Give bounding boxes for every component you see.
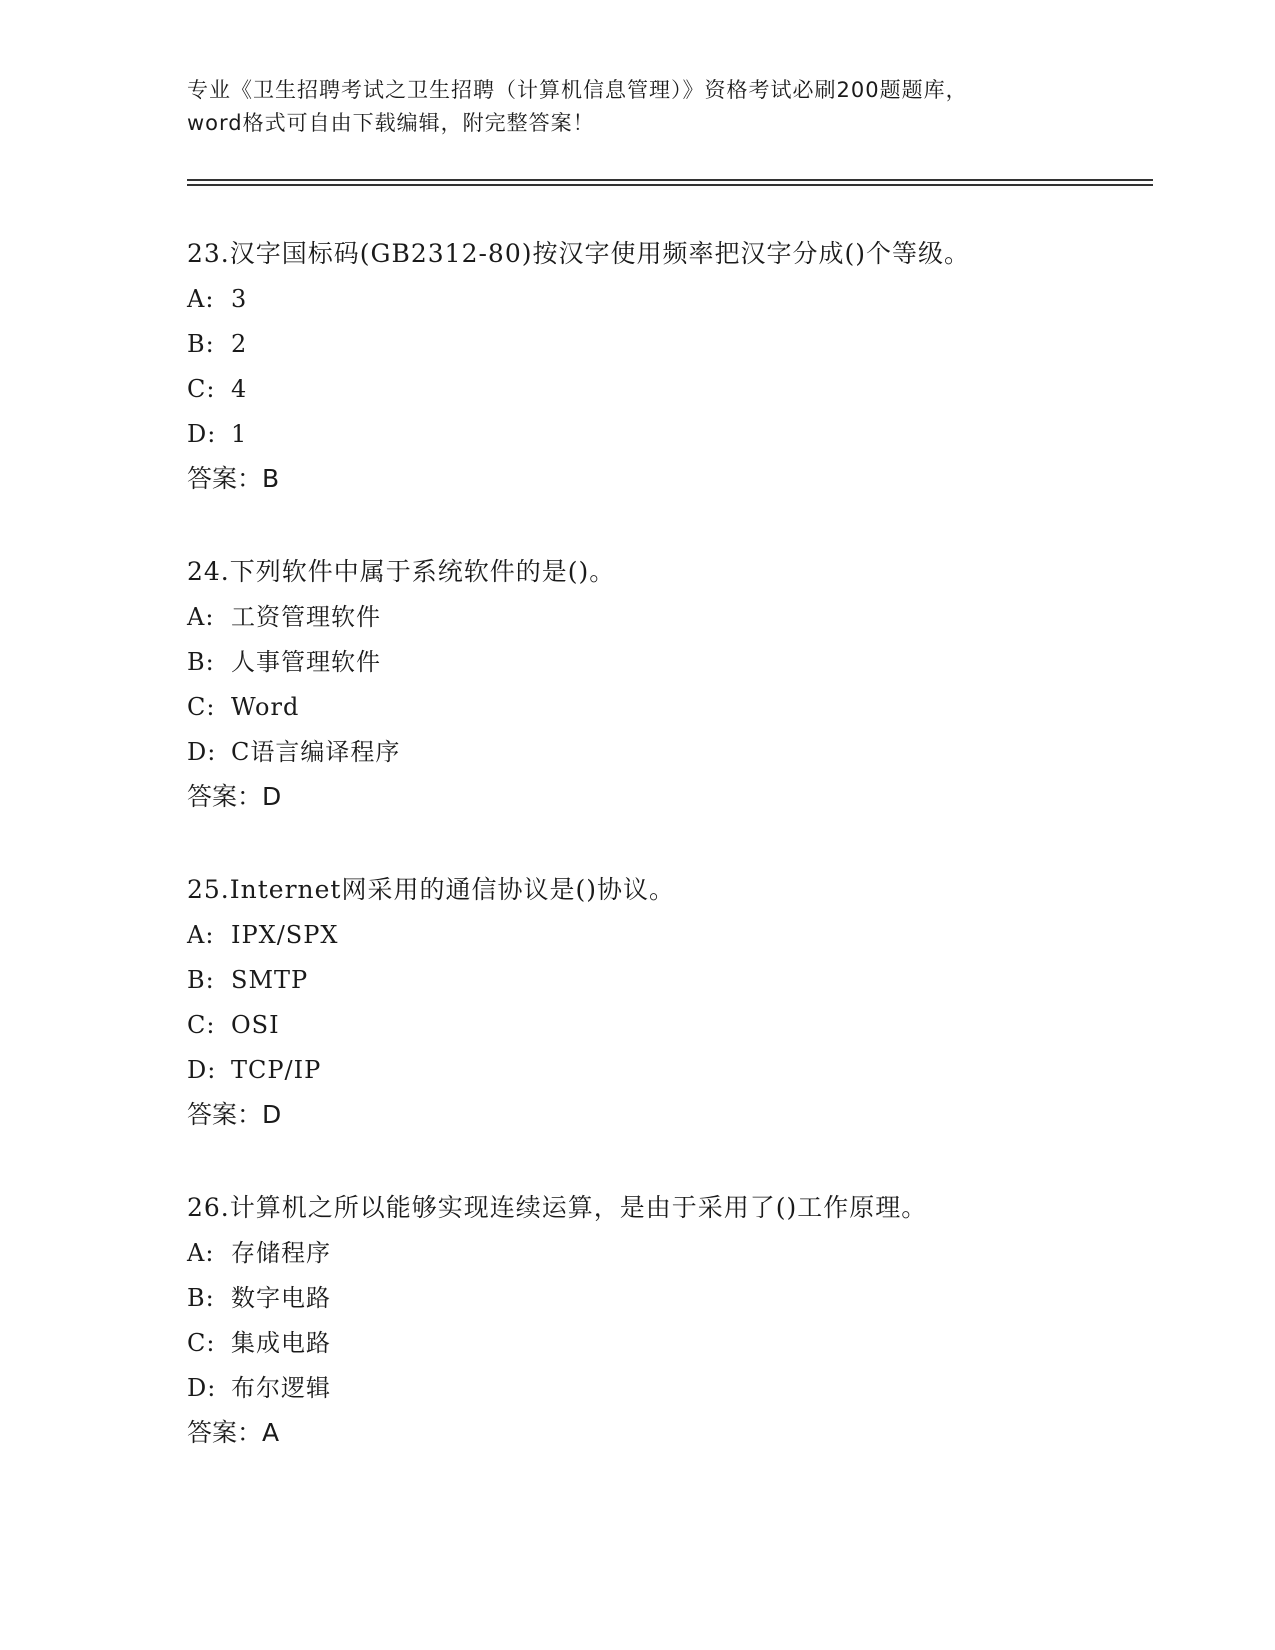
question-text: 24.下列软件中属于系统软件的是()。 <box>187 557 616 586</box>
option-text: 2 <box>231 330 248 358</box>
option-b <box>187 329 1187 359</box>
option-letter: B: <box>187 330 215 358</box>
header-line-2: word格式可自由下载编辑，附完整答案！ <box>187 111 595 135</box>
option-text: 4 <box>231 375 248 403</box>
option-d <box>187 1373 1187 1403</box>
answer-text: 答案：A <box>187 1418 280 1447</box>
option-letter: B: <box>187 648 215 676</box>
option-letter: B: <box>187 966 215 994</box>
option-c <box>187 1010 1187 1040</box>
option-letter: D: <box>187 1056 217 1084</box>
option-b <box>187 965 1187 995</box>
option-letter: B: <box>187 1284 215 1312</box>
option-text: 3 <box>231 285 248 313</box>
option-text: Word <box>231 693 300 721</box>
option-text: 人事管理软件 <box>231 648 381 676</box>
option-letter: D: <box>187 738 217 766</box>
option-letter: C: <box>187 693 216 721</box>
option-letter: C: <box>187 1329 216 1357</box>
option-text: TCP/IP <box>231 1056 322 1084</box>
option-text: 数字电路 <box>231 1284 331 1312</box>
option-b <box>187 647 1187 677</box>
option-d <box>187 737 1187 767</box>
option-b <box>187 1283 1187 1313</box>
question-text: 26.计算机之所以能够实现连续运算，是由于采用了()工作原理。 <box>187 1193 928 1222</box>
header-divider-top <box>187 179 1153 181</box>
header-divider-bottom <box>187 184 1153 186</box>
answer-text: 答案：D <box>187 782 282 811</box>
option-letter: A: <box>187 1239 215 1267</box>
option-text: OSI <box>231 1011 280 1039</box>
header-line-1: 专业《卫生招聘考试之卫生招聘（计算机信息管理）》资格考试必刷200题题库， <box>187 78 968 102</box>
option-letter: A: <box>187 285 215 313</box>
option-letter: D: <box>187 420 217 448</box>
option-letter: C: <box>187 1011 216 1039</box>
answer-text: 答案：D <box>187 1100 282 1129</box>
question-block <box>187 875 1187 1130</box>
answer-text: 答案：B <box>187 464 280 493</box>
option-letter: A: <box>187 921 215 949</box>
option-letter: A: <box>187 603 215 631</box>
question-block <box>187 557 1187 812</box>
option-text: 1 <box>231 420 248 448</box>
option-a <box>187 602 1187 632</box>
option-text: C语言编译程序 <box>231 738 401 766</box>
question-text: 25.Internet网采用的通信协议是()协议。 <box>187 875 675 904</box>
option-d <box>187 1055 1187 1085</box>
option-text: 集成电路 <box>231 1329 331 1357</box>
option-text: SMTP <box>231 966 309 994</box>
option-a <box>187 284 1187 314</box>
option-text: 工资管理软件 <box>231 603 381 631</box>
option-c <box>187 692 1187 722</box>
option-letter: C: <box>187 375 216 403</box>
option-d <box>187 419 1187 449</box>
question-text: 23.汉字国标码(GB2312-80)按汉字使用频率把汉字分成()个等级。 <box>187 239 970 268</box>
option-text: 存储程序 <box>231 1239 331 1267</box>
document-header <box>187 74 1087 140</box>
option-c <box>187 1328 1187 1358</box>
option-a <box>187 1238 1187 1268</box>
option-text: 布尔逻辑 <box>231 1374 331 1402</box>
option-text: IPX/SPX <box>231 921 339 949</box>
option-a <box>187 920 1187 950</box>
option-letter: D: <box>187 1374 217 1402</box>
question-block <box>187 239 1187 494</box>
option-c <box>187 374 1187 404</box>
question-block <box>187 1193 1187 1448</box>
